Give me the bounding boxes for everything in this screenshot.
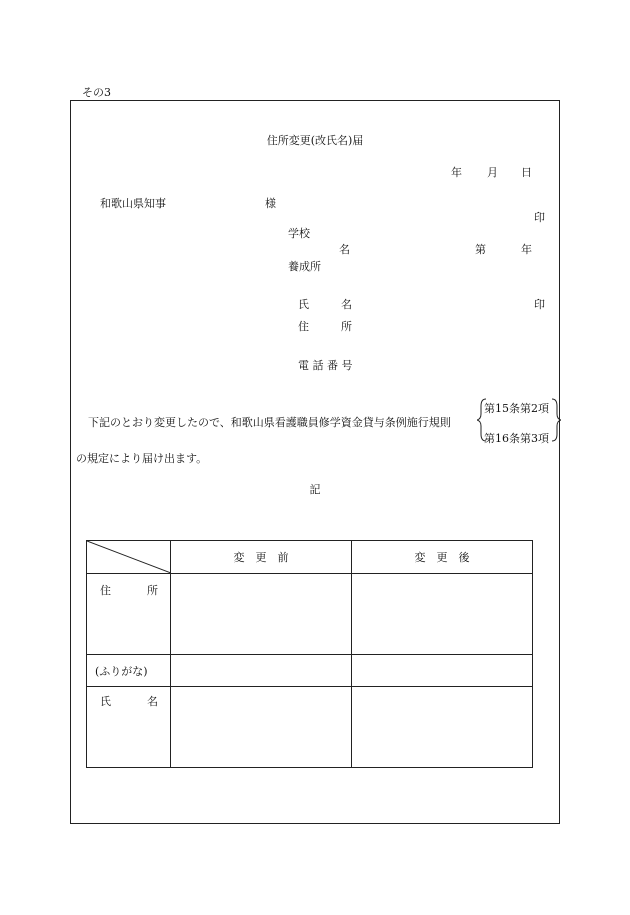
address-before-cell[interactable] [171,574,352,655]
row-address-c1: 住 [100,584,111,597]
row-address-c2: 所 [147,584,158,597]
form-number: その3 [82,86,111,99]
body-line-1: 下記のとおり変更したので、和歌山県看護職員修学資金貸与条例施行規則 [88,416,451,429]
body-line-2: の規定により届け出ます。 [76,452,208,465]
date-year: 年 [451,166,462,179]
date-day: 日 [521,166,532,179]
kana-after-cell[interactable] [352,655,533,687]
applicant-address-label-2: 所 [341,320,352,333]
seal-mark-school: 印 [534,211,545,224]
form-title: 住所変更(改氏名)届 [266,134,364,147]
school-label-3: 養成所 [288,260,321,273]
ki-label: 記 [309,483,321,496]
applicant-name-label-2: 名 [341,298,352,311]
row-label-kana: (ふりがな) [87,655,171,687]
address-after-cell[interactable] [352,574,533,655]
header-before: 変 更 前 [171,541,352,574]
applicant-address-label-1: 住 [298,320,309,333]
article-option-a: 第15条第2項 [484,402,549,415]
name-after-cell[interactable] [352,687,533,768]
row-label-address [87,574,171,655]
row-name-c2: 名 [147,695,158,708]
grade-dai: 第 [475,243,486,256]
row-label-name [87,687,171,768]
school-label-1: 学校 [288,227,310,240]
name-before-cell[interactable] [171,687,352,768]
header-after: 変 更 後 [352,541,533,574]
school-label-2: 名 [339,243,350,256]
change-table [86,540,533,768]
date-month: 月 [487,166,498,179]
grade-nen: 年 [521,243,532,256]
diagonal-line [87,541,171,573]
addressee: 和歌山県知事 [100,197,166,210]
addressee-sama: 様 [265,197,276,210]
article-option-b: 第16条第3項 [484,432,549,445]
phone-label: 電 話 番 号 [298,359,353,372]
row-name-c1: 氏 [100,695,111,708]
seal-mark-applicant: 印 [534,298,545,311]
kana-before-cell[interactable] [171,655,352,687]
corner-cell [87,541,171,574]
applicant-name-label-1: 氏 [298,298,309,311]
